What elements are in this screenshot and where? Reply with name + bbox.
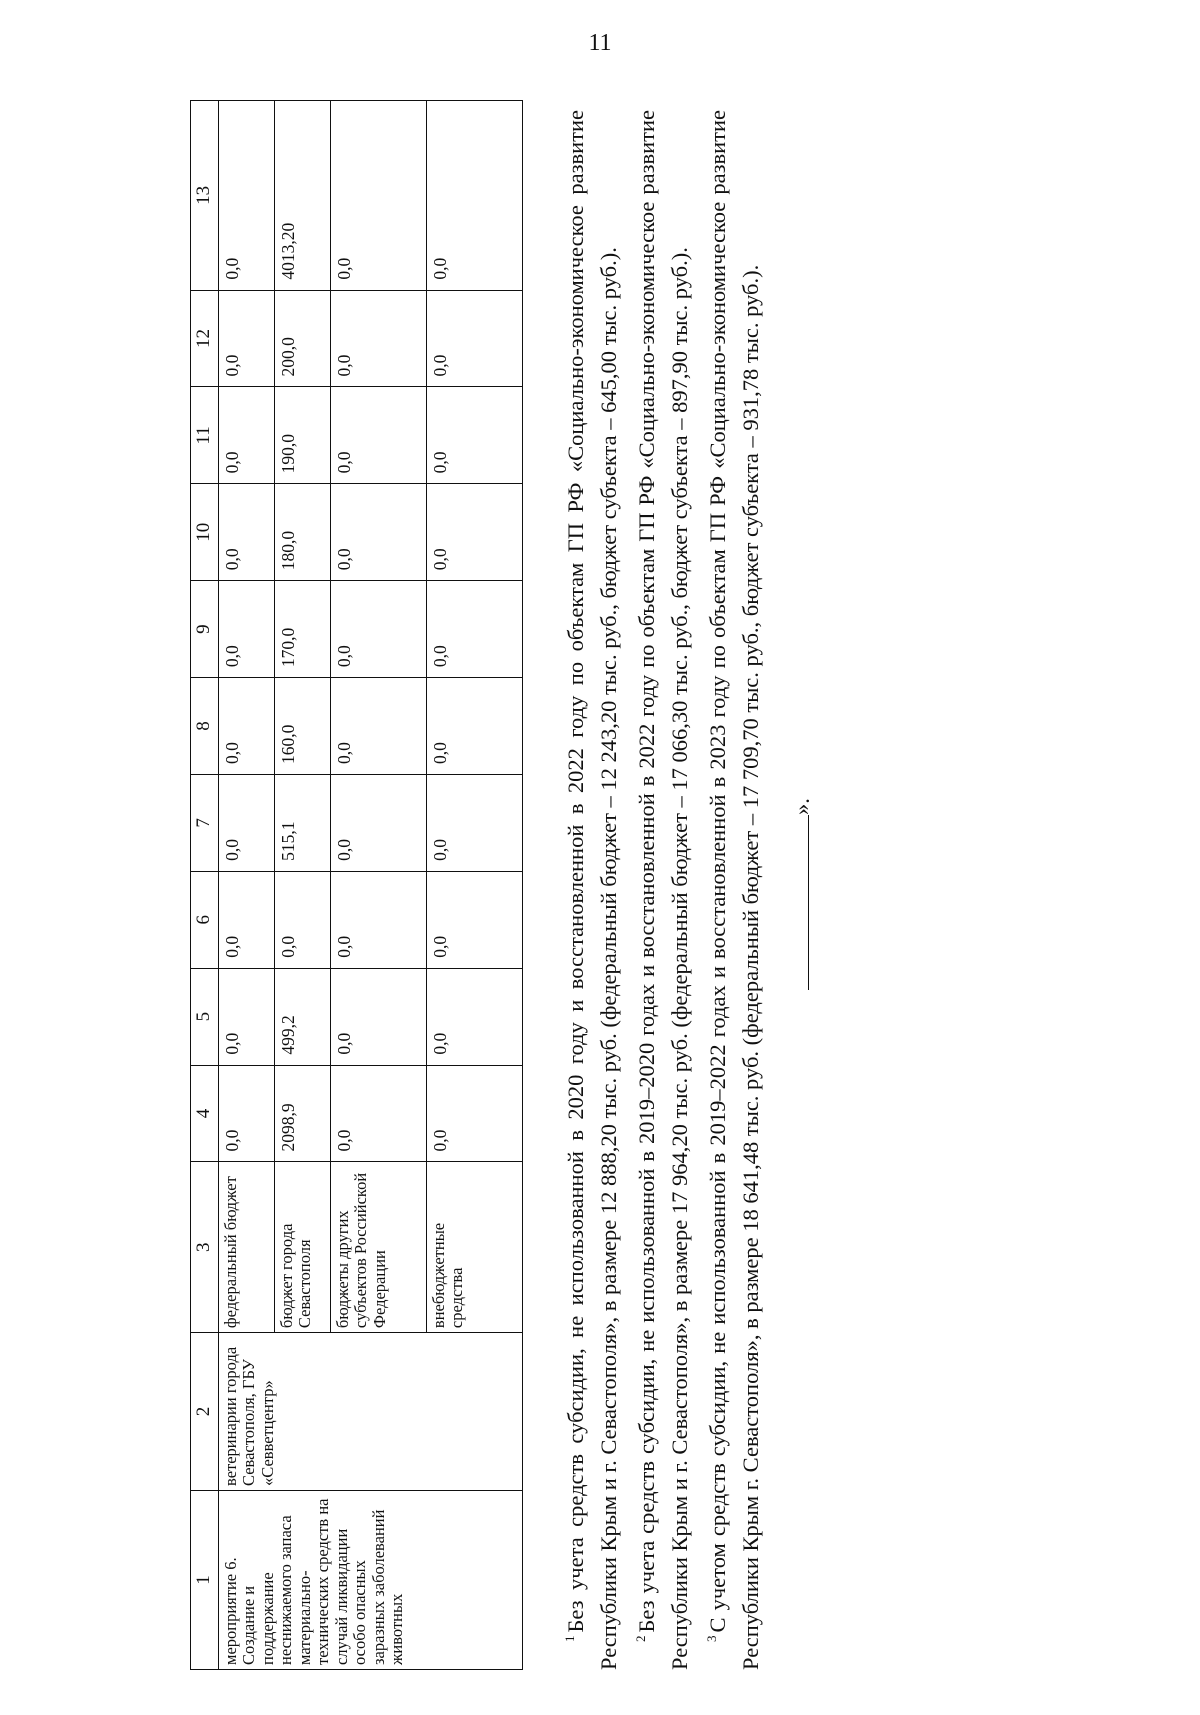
value-cell: 0,0 — [219, 1065, 275, 1162]
footnotes — [554, 110, 767, 1670]
value-cell: 0,0 — [331, 387, 427, 484]
rotated-content — [190, 100, 870, 1670]
footnote-mark: 2 — [633, 1635, 648, 1642]
column-header: 3 — [191, 1162, 219, 1333]
column-header: 6 — [191, 871, 219, 968]
value-cell: 0,0 — [331, 581, 427, 678]
value-cell: 0,0 — [427, 290, 523, 387]
closing-rule — [786, 815, 809, 990]
budget-table — [190, 100, 523, 1670]
value-cell: 0,0 — [331, 101, 427, 291]
funding-source: внебюджетные средства — [427, 1162, 523, 1333]
value-cell: 0,0 — [427, 968, 523, 1065]
value-cell: 0,0 — [427, 1065, 523, 1162]
footnote-mark: 1 — [562, 1635, 577, 1642]
column-header: 7 — [191, 774, 219, 871]
value-cell: 180,0 — [275, 484, 331, 581]
table-row — [219, 101, 275, 1670]
value-cell: 0,0 — [427, 101, 523, 291]
value-cell: 0,0 — [219, 387, 275, 484]
column-header: 1 — [191, 1491, 219, 1670]
value-cell: 0,0 — [219, 968, 275, 1065]
footnote-text: С учетом средств субсидии, не использованной в 2019–2022 годах и восстановленной в 2023 году по объектам ГП РФ «Социально-экономическое развитие Республики Крым г. Севастополя», в размере 18 641,48 тыс. руб. (федеральный бюджет – 17 709,70 тыс. руб., бюджет субъекта – 931,78 тыс. руб.). — [705, 110, 763, 1670]
value-cell: 0,0 — [331, 1065, 427, 1162]
closing-quote: ». — [789, 798, 814, 815]
value-cell: 160,0 — [275, 678, 331, 775]
page-number: 11 — [588, 30, 612, 56]
value-cell: 0,0 — [275, 871, 331, 968]
value-cell: 0,0 — [427, 484, 523, 581]
value-cell: 0,0 — [331, 774, 427, 871]
column-header: 5 — [191, 968, 219, 1065]
value-cell: 0,0 — [331, 484, 427, 581]
column-header: 2 — [191, 1333, 219, 1491]
column-header: 4 — [191, 1065, 219, 1162]
column-header: 12 — [191, 290, 219, 387]
value-cell: 0,0 — [331, 678, 427, 775]
footnote-text: Без учета средств субсидии, не использованной в 2020 году и восстановленной в 2022 году по объектам ГП РФ «Социально-экономическое развитие Республики Крым и г. Севастополя», в размере 12 888,20 тыс. руб. (федеральный бюджет – 12 243,20 тыс. руб., бюджет субъекта – 645,00 тыс. руб.). — [563, 110, 621, 1670]
value-cell: 170,0 — [275, 581, 331, 678]
column-header: 8 — [191, 678, 219, 775]
column-header: 11 — [191, 387, 219, 484]
value-cell: 0,0 — [219, 290, 275, 387]
table-header-row — [191, 101, 219, 1670]
column-header: 9 — [191, 581, 219, 678]
value-cell: 515,1 — [275, 774, 331, 871]
value-cell: 0,0 — [427, 581, 523, 678]
value-cell: 0,0 — [219, 774, 275, 871]
value-cell: 190,0 — [275, 387, 331, 484]
funding-source: бюджеты других субъектов Российской Федерации — [331, 1162, 427, 1333]
value-cell: 0,0 — [427, 774, 523, 871]
footnote — [625, 110, 696, 1670]
value-cell: 0,0 — [331, 871, 427, 968]
value-cell: 0,0 — [427, 871, 523, 968]
funding-source: федеральный бюджет — [219, 1162, 275, 1333]
executor-cell: ветеринарии города Севастополя, ГБУ «Севветцентр» — [219, 1333, 523, 1491]
value-cell: 200,0 — [275, 290, 331, 387]
value-cell: 0,0 — [331, 290, 427, 387]
value-cell: 2098,9 — [275, 1065, 331, 1162]
value-cell: 0,0 — [427, 678, 523, 775]
closing-mark — [786, 798, 815, 990]
value-cell: 0,0 — [219, 581, 275, 678]
value-cell: 0,0 — [331, 968, 427, 1065]
value-cell: 0,0 — [427, 387, 523, 484]
funding-source: бюджет города Севастополя — [275, 1162, 331, 1333]
footnote-text: Без учета средств субсидии, не использованной в 2019–2020 годах и восстановленной в 2022 году по объектам ГП РФ «Социально-экономическое развитие Республики Крым и г. Севастополя», в размере 17 964,20 тыс. руб. (федеральный бюджет – 17 066,30 тыс. руб., бюджет субъекта – 897,90 тыс. руб.). — [634, 110, 692, 1670]
value-cell: 0,0 — [219, 678, 275, 775]
value-cell: 0,0 — [219, 484, 275, 581]
value-cell: 0,0 — [219, 101, 275, 291]
value-cell: 499,2 — [275, 968, 331, 1065]
column-header: 13 — [191, 101, 219, 291]
value-cell: 0,0 — [219, 871, 275, 968]
measure-label: мероприятие 6. Создание и поддержание неснижаемого запаса материально-технических средств на случай ликвидации особо опасных заразных заболеваний животных — [219, 1491, 523, 1670]
column-header: 10 — [191, 484, 219, 581]
value-cell: 4013,20 — [275, 101, 331, 291]
footnote — [554, 110, 625, 1670]
footnote — [696, 110, 767, 1670]
footnote-mark: 3 — [704, 1635, 719, 1642]
